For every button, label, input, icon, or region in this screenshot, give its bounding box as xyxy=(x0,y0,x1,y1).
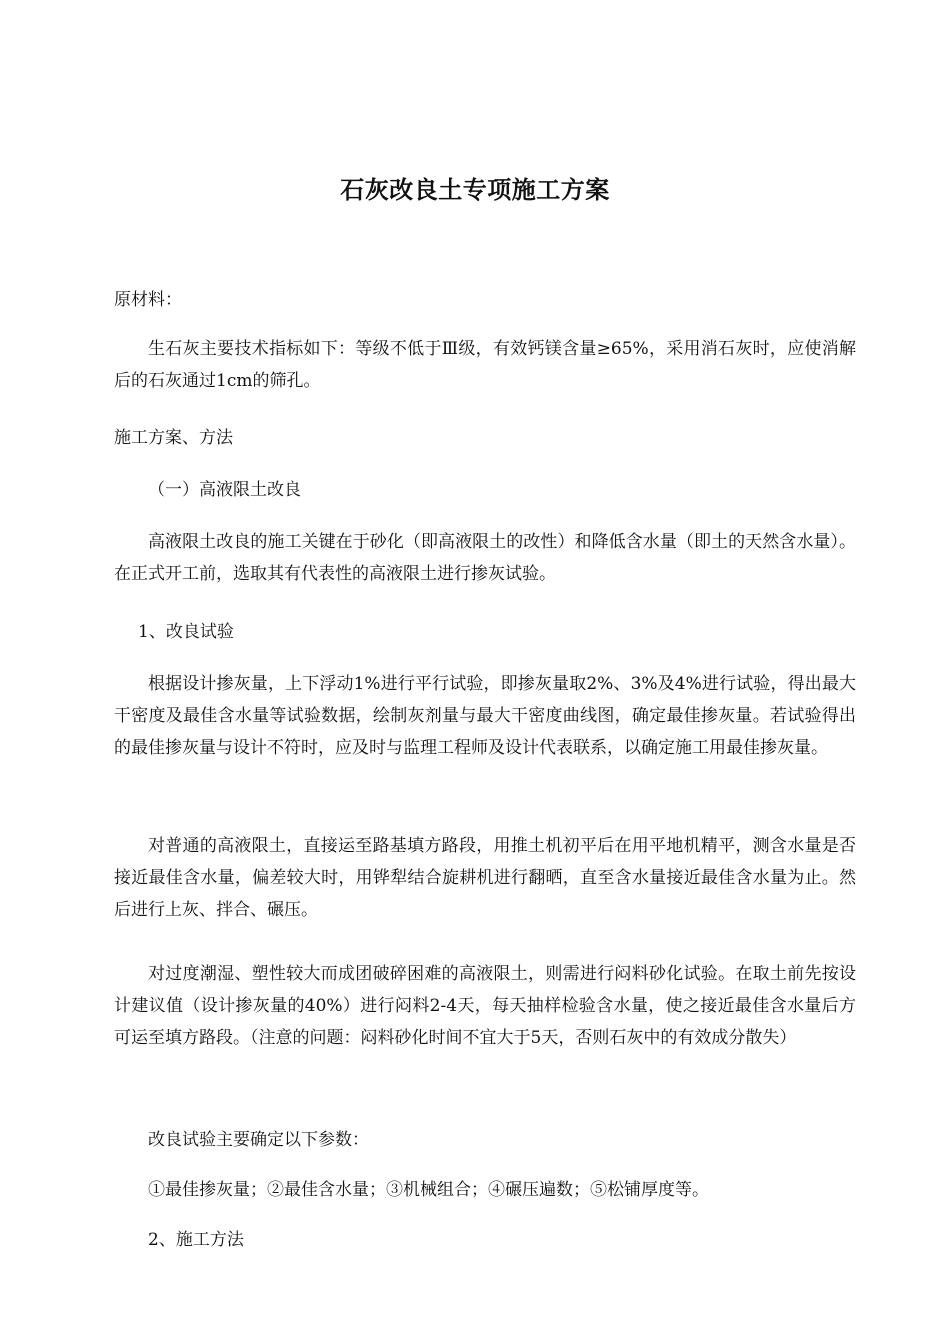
subheading-construction-method: 2、施工方法 xyxy=(148,1230,244,1250)
document-title: 石灰改良土专项施工方案 xyxy=(340,175,610,204)
paragraph-parameters-list: ①最佳掺灰量；②最佳含水量；③机械组合；④碾压遍数；⑤松铺厚度等。 xyxy=(148,1180,709,1200)
section-heading-construction: 施工方案、方法 xyxy=(114,428,233,448)
paragraph-ordinary-soil: 对普通的高液限土，直接运至路基填方路段，用推土机初平后在用平地机精平，测含水量是否接近最佳含水量，偏差较大时，用铧犁结合旋耕机进行翻晒，直至含水量接近最佳含水量为止。然后进行上灰、拌合、碾压。 xyxy=(114,836,856,920)
subheading-high-liquid-limit: （一）高液限土改良 xyxy=(148,480,301,500)
paragraph-improvement-key: 高液限土改良的施工关键在于砂化（即高液限土的改性）和降低含水量（即土的天然含水量）。在正式开工前，选取其有代表性的高液限土进行掺灰试验。 xyxy=(114,532,856,584)
paragraph-wet-soil: 对过度潮湿、塑性较大而成团破碎困难的高液限土，则需进行闷料砂化试验。在取土前先按设计建议值（设计掺灰量的40%）进行闷料2-4天，每天抽样检验含水量，使之接近最佳含水量后方可运至填方路段。（注意的问题：闷料砂化时间不宜大于5天，否则石灰中的有效成分散失） xyxy=(114,964,856,1048)
subheading-improvement-test: 1、改良试验 xyxy=(138,622,234,642)
paragraph-lime-specs: 生石灰主要技术指标如下：等级不低于Ⅲ级，有效钙镁含量≥65%，采用消石灰时，应使消解后的石灰通过1cm的筛孔。 xyxy=(114,339,856,391)
section-heading-materials: 原材料： xyxy=(114,290,182,310)
paragraph-test-method: 根据设计掺灰量，上下浮动1%进行平行试验，即掺灰量取2%、3%及4%进行试验，得出最大干密度及最佳含水量等试验数据，绘制灰剂量与最大干密度曲线图，确定最佳掺灰量。若试验得出的最佳掺灰量与设计不符时，应及时与监理工程师及设计代表联系，以确定施工用最佳掺灰量。 xyxy=(114,674,856,758)
paragraph-parameters-intro: 改良试验主要确定以下参数： xyxy=(148,1130,369,1150)
